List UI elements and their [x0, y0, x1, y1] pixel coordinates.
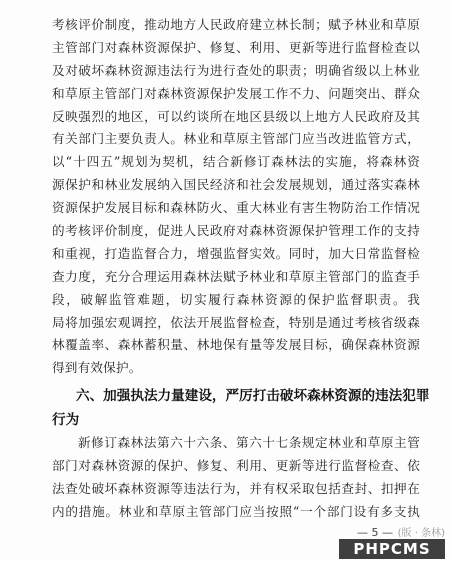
- text-line: 部门对森林资源的保护、修复、利用、更新等进行监督检查、依: [52, 458, 420, 474]
- text-line: 内的措施。林业和草原主管部门应当按照“一个部门设有多支执: [52, 503, 420, 519]
- text-line: 得到有效保护。: [52, 360, 142, 376]
- text-line: 主管部门对森林资源保护、修复、利用、更新等进行监督检查以: [52, 39, 420, 55]
- section-heading: [52, 384, 430, 432]
- text-line: 有关部门主要负责人。林业和草原主管部门应当改进监管方式，: [52, 131, 420, 147]
- text-line: 法查处破坏森林资源等违法行为，并有权采取包括查封、扣押在: [52, 481, 420, 497]
- text-line: 及对破坏森林资源违法行为进行查处的职责；明确省级以上林业: [52, 62, 420, 78]
- text-line: 以“十四五”规划为契机，结合新修订森林法的实施，将森林资: [52, 154, 420, 170]
- text-line: 考核评价制度，推动地方人民政府建立林长制；赋予林业和草原: [52, 17, 420, 32]
- text-line: 新修订森林法第六十六条、第六十七条规定林业和草原主管: [78, 435, 420, 451]
- text-line: 的考核评价制度，促进人民政府对森林资源保护管理工作的支持: [52, 223, 420, 239]
- paragraph-2: [52, 432, 420, 524]
- text-line: 反映强烈的地区，可以约谈所在地区县级以上地方人民政府及其: [52, 108, 420, 124]
- phpcms-logo: PHPCMS: [339, 539, 445, 559]
- text-line: 查力度，充分合理运用森林法赋予林业和草原主管部门的监查手: [52, 268, 420, 284]
- heading-line: 行为: [52, 412, 80, 429]
- text-line: 和重视，打造监督合力，增强监督实效。同时，加大日常监督检: [52, 245, 420, 261]
- page-number: — 5 —: [357, 526, 393, 539]
- document-body: [52, 14, 430, 524]
- text-line: 局将加强宏观调控，依法开展监督检查，特别是通过考核省级森: [52, 314, 420, 330]
- paragraph-1: [52, 14, 420, 380]
- watermark-text: (版 · 条林): [397, 528, 445, 539]
- text-line: 林覆盖率、森林蓄积量、林地保有量等发展目标，确保森林资源: [52, 337, 420, 353]
- text-line: 和草原主管部门对森林资源保护发展工作不力、问题突出、群众: [52, 85, 420, 101]
- text-line: 源保护和林业发展纳入国民经济和社会发展规划，通过落实森林: [52, 177, 420, 193]
- text-line: 资源保护发展目标和森林防火、重大林业有害生物防治工作情况: [52, 200, 420, 216]
- page-footer: [331, 519, 451, 561]
- heading-line: 六、加强执法力量建设，严厉打击破坏森林资源的违法犯罪: [76, 388, 430, 405]
- text-line: 段，破解监管难题，切实履行森林资源的保护监督职责。我: [52, 291, 420, 307]
